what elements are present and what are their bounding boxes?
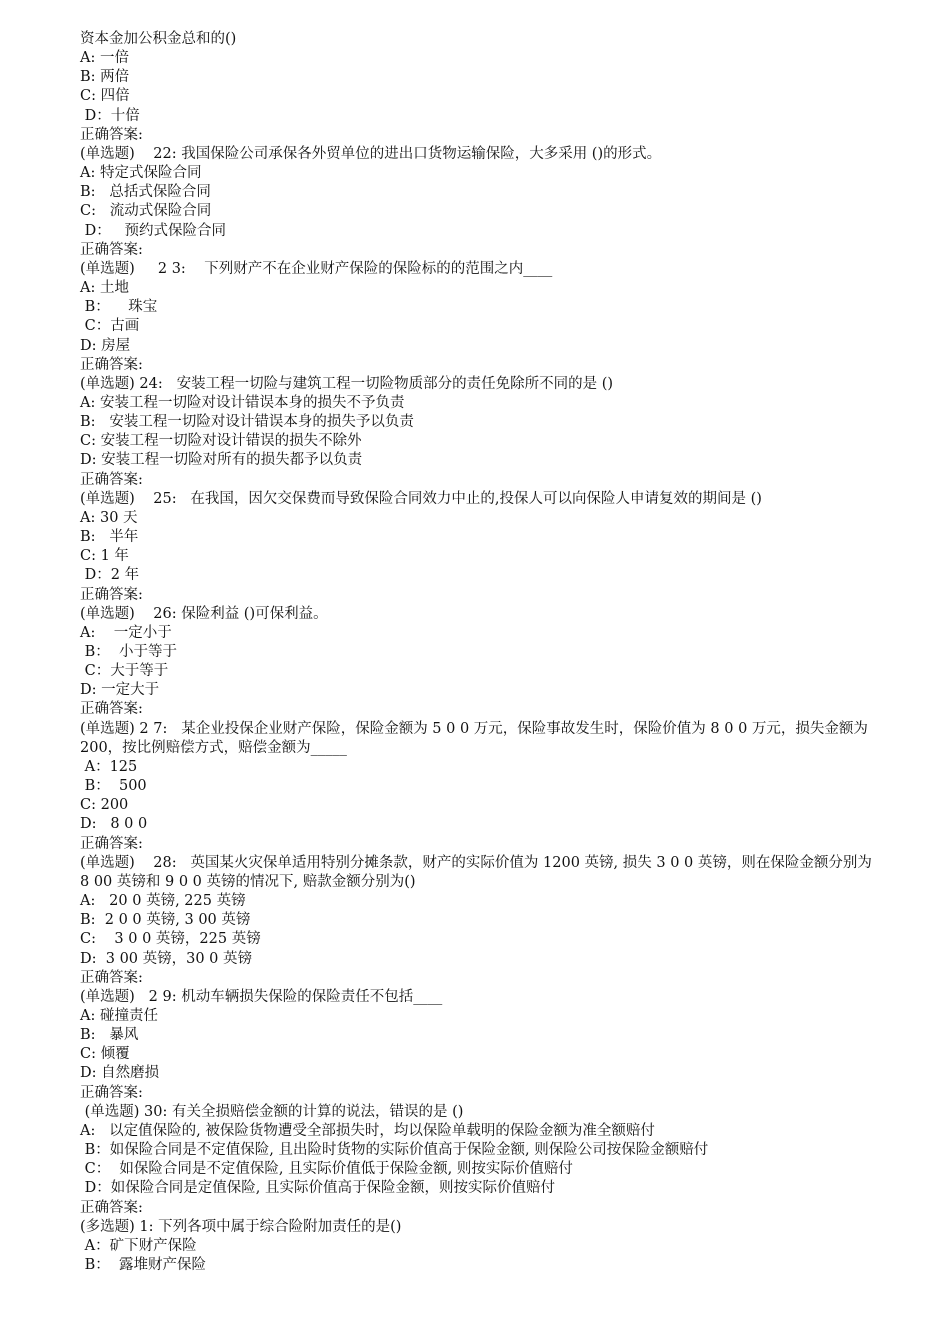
question-option: D: 自然磨损: [80, 1065, 160, 1082]
question-option: A: 一定小于: [80, 624, 172, 641]
question-stem: (单选题) 25: 在我国，因欠交保费而导致保险合同效力中止的,投保人可以向保险人申请复效的期间是 (): [80, 490, 762, 507]
question-option: B: 总括式保险合同: [80, 184, 211, 201]
question-option: A: 碰撞责任: [80, 1007, 158, 1024]
question-option: C：古画: [80, 318, 140, 335]
question-stem: (单选题) 2 9: 机动车辆损失保险的保险责任不包括____: [80, 988, 443, 1005]
question-option: C: 安装工程一切险对设计错误的损失不除外: [80, 433, 362, 450]
question-option: A: 土地: [80, 280, 129, 297]
question-option: A: 30 天: [80, 509, 138, 526]
answer-label: 正确答案:: [80, 471, 143, 488]
question-option: C: 流动式保险合同: [80, 203, 212, 220]
question-option: D: 房屋: [80, 337, 131, 354]
question-option: C: 1 年: [80, 548, 129, 565]
question-option: B： 珠宝: [80, 299, 158, 316]
question-option: B: 半年: [80, 529, 139, 546]
question-option: B: 暴风: [80, 1027, 139, 1044]
question-stem: (多选题) 1: 下列各项中属于综合险附加责任的是(): [80, 1218, 402, 1235]
question-option: D：十倍: [80, 107, 140, 124]
question-option: D: 8 0 0: [80, 816, 148, 833]
question-option: A：125: [80, 758, 138, 775]
question-option: A: 20 0 英镑, 225 英镑: [80, 893, 246, 910]
answer-label: 正确答案:: [80, 356, 143, 373]
question-stem: (单选题) 2 7: 某企业投保企业财产保险，保险金额为 5 0 0 万元，保险事故发生时，保险价值为 8 0 0 万元，损失金额为 200，按比例赔偿方式，赔偿金额为_____: [80, 720, 873, 756]
question-option: C: 四倍: [80, 88, 130, 105]
question-option: B： 500: [80, 778, 147, 795]
question-option: C: 倾覆: [80, 1046, 130, 1063]
question-option: B: 2 0 0 英镑, 3 00 英镑: [80, 912, 251, 929]
question-option: D： 预约式保险合同: [80, 222, 227, 239]
question-option: B： 露堆财产保险: [80, 1257, 206, 1273]
answer-label: 正确答案:: [80, 835, 143, 852]
question-option: A: 一倍: [80, 50, 129, 67]
answer-label: 正确答案:: [80, 1084, 143, 1101]
question-option: B：如保险合同是不定值保险, 且出险时货物的实际价值高于保险金额, 则保险公司按保险金额赔付: [80, 1142, 709, 1159]
question-option: 资本金加公积金总和的(): [80, 31, 237, 47]
answer-label: 正确答案:: [80, 701, 143, 718]
question-option: D: 3 00 英镑，30 0 英镑: [80, 950, 253, 967]
answer-label: 正确答案:: [80, 969, 143, 986]
answer-label: 正确答案:: [80, 1199, 143, 1216]
question-option: B: 安装工程一切险对设计错误本身的损失予以负责: [80, 414, 414, 431]
answer-label: 正确答案:: [80, 241, 143, 258]
question-option: C：大于等于: [80, 663, 169, 680]
question-stem: (单选题) 2 3: 下列财产不在企业财产保险的保险标的的范围之内____: [80, 260, 553, 277]
answer-label: 正确答案:: [80, 586, 143, 603]
question-stem: (单选题) 28: 英国某火灾保单适用特别分摊条款，财产的实际价值为 1200 英镑, 损失 3 0 0 英镑，则在保险金额分别为 8 00 英镑和 9 0 0 英镑的情况下, 赔款金额分别为(): [80, 854, 877, 890]
question-stem: (单选题) 26: 保险利益 ()可保利益。: [80, 605, 328, 622]
question-option: B: 两倍: [80, 69, 130, 86]
answer-label: 正确答案:: [80, 126, 143, 143]
question-option: B： 小于等于: [80, 644, 177, 660]
question-option: D：2 年: [80, 567, 140, 584]
question-option: A：矿下财产保险: [80, 1237, 197, 1254]
question-option: A: 特定式保险合同: [80, 165, 202, 182]
question-option: D: 一定大于: [80, 682, 160, 699]
question-option: C: 3 0 0 英镑，225 英镑: [80, 931, 261, 948]
document-body: [80, 30, 880, 1275]
question-stem: (单选题) 24: 安装工程一切险与建筑工程一切险物质部分的责任免除所不同的是 (): [80, 375, 614, 392]
question-option: D：如保险合同是定值保险, 且实际价值高于保险金额，则按实际价值赔付: [80, 1180, 555, 1197]
question-option: A: 安装工程一切险对设计错误本身的损失不予负责: [80, 394, 405, 411]
question-option: D: 安装工程一切险对所有的损失都予以负责: [80, 452, 363, 469]
question-stem: (单选题) 22: 我国保险公司承保各外贸单位的进出口货物运输保险，大多采用 ()的形式。: [80, 145, 662, 162]
question-stem: (单选题) 30: 有关全损赔偿金额的计算的说法，错误的是 (): [80, 1103, 464, 1120]
question-option: C: 200: [80, 797, 129, 814]
question-option: C： 如保险合同是不定值保险, 且实际价值低于保险金额, 则按实际价值赔付: [80, 1161, 573, 1178]
question-option: A: 以定值保险的, 被保险货物遭受全部损失时，均以保险单载明的保险金额为准全额赔付: [80, 1122, 655, 1139]
